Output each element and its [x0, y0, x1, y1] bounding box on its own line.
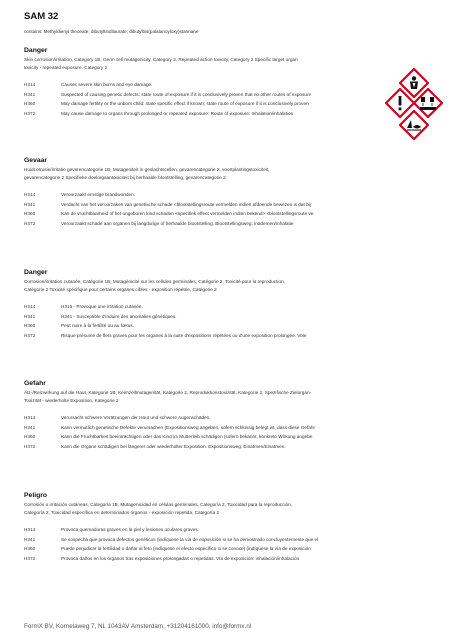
- h-text: Veroorzaakt ernstige brandwonden.: [61, 192, 136, 198]
- section-nl: [24, 157, 434, 228]
- h-text: Puede perjudicar la fertilidad o dañar al feto (indíquese el efecto específico si se conoce) (indíquese la vía de exposición: [61, 546, 311, 552]
- h-code: H360: [24, 101, 36, 107]
- hazard-statement: [24, 190, 434, 200]
- hazard-statement: [24, 90, 434, 100]
- product-title: SAM 32: [24, 11, 59, 22]
- contains-line: contains: Methyldienyl theoeate; dibutyltindilaurate; dibutylbis(palatanoyloxy)stannane: [24, 29, 199, 34]
- h-text: Provoca quemaduras graves en la piel y lesiones oculares graves.: [61, 527, 199, 533]
- hazard-statement: [24, 331, 434, 341]
- hazard-statement: [24, 312, 434, 322]
- signal-word: Peligro: [24, 492, 48, 499]
- h-code: H341: [24, 536, 36, 542]
- section-es: [24, 492, 434, 563]
- signal-word: Danger: [24, 269, 48, 276]
- h-text: Suspected of causing genetic defects: state route of exposure if it is conclusively proven that no other routes of exposure: [61, 91, 312, 97]
- hazard-statement: [24, 80, 434, 90]
- h-text: Risque présumé de flets graves pour les organes à la suite d'expositions répétées ou d'une exposition prolongée. Voie: [61, 332, 307, 338]
- hazard-classes-line: Corrosion/irritation cutanée, Catégorie 1B, Mutagénicité sur les cellules germinales, Catégorie 2, Toxicité pour la reproduction,: [24, 279, 285, 284]
- h-code: H360: [24, 323, 36, 329]
- hazard-classes-line: Huidcorrosie/irritatie gevarencategorie 1B, Mutageniteit in geslachtscellen, gevarencategorie 2, voortplantingstoxiciteit,: [24, 167, 270, 172]
- h-code: H314: [24, 82, 36, 88]
- hazard-statements: [24, 80, 434, 118]
- hazard-statement: [24, 321, 434, 331]
- hazard-classes-line: toxicity - repeated exposure, Category 2: [24, 64, 108, 70]
- h-code: H360: [24, 434, 36, 440]
- signal-word: Gevaar: [24, 157, 48, 164]
- h-text: Causes severe skin burns and eye damage.: [61, 82, 153, 88]
- h-text: May damage fertility or the unborn child: state specific effect if known; state route of exposure if it is conclusively proven: [61, 101, 309, 107]
- h-code: H314: [24, 527, 36, 533]
- h-code: H314: [24, 415, 36, 421]
- section-en: [24, 47, 434, 118]
- hazard-statements: [24, 302, 434, 340]
- h-text: Veroorzaakt schade aan organen bij langdurige of herhaalde blootstelling. Blootstellingsweg: inademen/inhalatie: [61, 220, 294, 226]
- h-text: Kann die Fruchtbarkeit beeinträchtigen oder das Kind im Mutterleib schädigen (sofern bekannt, konkrete Wirkung angebe: [61, 434, 313, 440]
- hazard-statement: [24, 432, 434, 442]
- hazard-statement: [24, 554, 434, 564]
- h-text: Kan de vruchtbaarheid of het ongeboren kind schaden <specifiek effect vermelden indien bekend> <blootstellingsroute ve: [61, 211, 314, 217]
- h-code: H360: [24, 211, 36, 217]
- h-text: May cause damage to organs through prolonged or repeated exposure: Route of exposure: Inhalation/inhalation: [61, 110, 294, 116]
- hazard-classes-line: Skin corrosion/irritation, Category 1B, Germ cell mutagenicity, Category 2, Repeated action toxicity, Category 2 Specific target organ: [24, 57, 298, 62]
- h-text: Verursacht schwere Verätzungen der Haut und schwere Augenschäden.: [61, 415, 211, 421]
- h-code: H341: [24, 201, 36, 207]
- h-code: H314: [24, 304, 36, 310]
- hazard-classes-line: Ätz-/Reizwirkung auf die Haut, Kategorie 1B, Keimzellmutagenität, Kategorie 2, Reproduktionstoxizität, Kategorie 2, Spezifische Zielorgan-: [24, 390, 312, 395]
- h-code: H372: [24, 443, 36, 449]
- hazard-statement: [24, 525, 434, 535]
- hazard-classes-line: gevarencategorie 2 Specifieke doelorgaantoxiciteit bij herhaalde blootstelling, gevarencategorie 2: [24, 174, 226, 180]
- hazard-statement: [24, 109, 434, 119]
- section-de: [24, 380, 434, 451]
- hazard-classes-line: Toxizität - wiederholte Exposition, Kategorie 2: [24, 397, 119, 403]
- h-text: Kann die Organe schädigen bei längerer oder wiederholter Exposition. Expositionsweg: Einatmen/Einatmen.: [61, 443, 286, 449]
- section-fr: [24, 269, 434, 340]
- hazard-statement: [24, 423, 434, 433]
- signal-word: Danger: [24, 47, 48, 54]
- h-code: H372: [24, 332, 36, 338]
- h-code: H341: [24, 313, 36, 319]
- hazard-statement: [24, 544, 434, 554]
- h-text: Se sospecha que provoca defectos genéticos (indíquese la vía de exposición si se ha demostrado concluyentemente que el: [61, 536, 319, 542]
- hazard-statement: [24, 302, 434, 312]
- h-text: Provoca daños en los órganos tras exposiciones prolongadas o repetidas. Vía de exposición: inhalación/inhalación: [61, 555, 300, 561]
- h-text: H341 - Susceptible d'induire des anomalies génétiques.: [61, 313, 177, 319]
- supplier-footer: FormX BV, Kornelaweg 7, NL 1043AV Amsterdam, +31204161000, info@formx.nl: [24, 623, 252, 630]
- h-code: H341: [24, 424, 36, 430]
- hazard-statement: [24, 442, 434, 452]
- hazard-classes-line: Corrosión o irritación cutáneas, Categoría 1B, Mutagenicidad en células germinales, Categoría 2, Toxicidad para la reproducción,: [24, 502, 293, 507]
- hazard-statement: [24, 535, 434, 545]
- h-text: Kann vermutlich genetische Defekte verursachen (Expositionsweg angeben, sofern schlüssig belegt ist, dass diese Gefahr: [61, 424, 316, 430]
- hazard-classes-line: Categoría 2, Toxicidad específica en determinados órganos - exposición repetida, Categoría 2: [24, 509, 220, 515]
- h-code: H372: [24, 220, 36, 226]
- hazard-statements: [24, 190, 434, 228]
- h-code: H372: [24, 555, 36, 561]
- hazard-statement: [24, 413, 434, 423]
- hazard-statement: [24, 99, 434, 109]
- hazard-statement: [24, 219, 434, 229]
- h-code: H314: [24, 192, 36, 198]
- h-code: H341: [24, 91, 36, 97]
- hazard-statement: [24, 209, 434, 219]
- hazard-statement: [24, 200, 434, 210]
- h-code: H372: [24, 110, 36, 116]
- h-code: H360: [24, 546, 36, 552]
- hazard-statements: [24, 413, 434, 451]
- h-text: Verdacht van het veroorzaken van genetische schade <blootstellingsroute vermelden indien afdoende bewezen is dat bij: [61, 201, 311, 207]
- hazard-classes-line: Catégorie 2 Toxicité spécifique pour certains organes cibles - exposition répétée, Catégorie 2: [24, 286, 217, 292]
- hazard-statements: [24, 525, 434, 563]
- h-text: H315 - Provoque une irritation cutanée.: [61, 304, 143, 310]
- h-text: Peut nuire à la fertilité ou au fœtus.: [61, 323, 134, 329]
- signal-word: Gefahr: [24, 380, 46, 387]
